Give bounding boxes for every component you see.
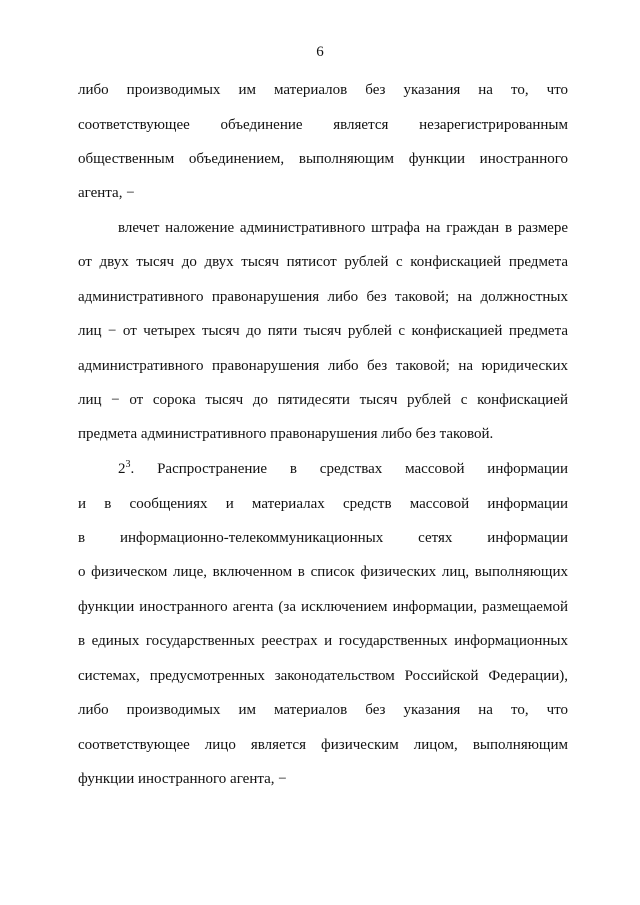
text-line: функции иностранного агента (за исключением информации, размещаемой (78, 599, 568, 615)
text-line: влечет наложение административного штрафа на граждан в размере (118, 220, 568, 236)
text-line: функции иностранного агента, − (78, 771, 287, 787)
section-heading-line (118, 459, 568, 479)
text-line: соответствующее объединение является незарегистрированным (78, 117, 568, 133)
text-line: от двух тысяч до двух тысяч пятисот рублей с конфискацией предмета (78, 254, 568, 270)
text-line: предмета административного правонарушения либо без таковой. (78, 426, 494, 442)
text-line: системах, предусмотренных законодательством Российской Федерации), (78, 668, 568, 684)
text-line: либо производимых им материалов без указания на то, что (78, 702, 568, 718)
text-line: административного правонарушения либо без таковой; на юридических (78, 358, 568, 374)
text-line: административного правонарушения либо без таковой; на должностных (78, 289, 568, 305)
page-number: 6 (316, 44, 324, 60)
text-line: лиц − от четырех тысяч до пяти тысяч рублей с конфискацией предмета (78, 323, 568, 339)
section-superscript: 3 (125, 459, 131, 470)
text-line: в информационно-телекоммуникационных сетях информации (78, 530, 568, 546)
text-line: о физическом лице, включенном в список физических лиц, выполняющих (78, 564, 568, 580)
text-line: лиц − от сорока тысяч до пятидесяти тысяч рублей с конфискацией (78, 392, 568, 408)
text-line: соответствующее лицо является физическим лицом, выполняющим (78, 737, 568, 753)
text-line: агента, − (78, 185, 135, 201)
text-line: в единых государственных реестрах и государственных информационных (78, 633, 568, 649)
text-line: общественным объединением, выполняющим функции иностранного (78, 151, 568, 167)
text-line: и в сообщениях и материалах средств массовой информации (78, 496, 568, 512)
section-number: $2^3$ (118, 459, 131, 477)
section-text: . Распространение в средствах массовой информации (130, 461, 568, 477)
text-line: либо производимых им материалов без указания на то, что (78, 82, 568, 98)
